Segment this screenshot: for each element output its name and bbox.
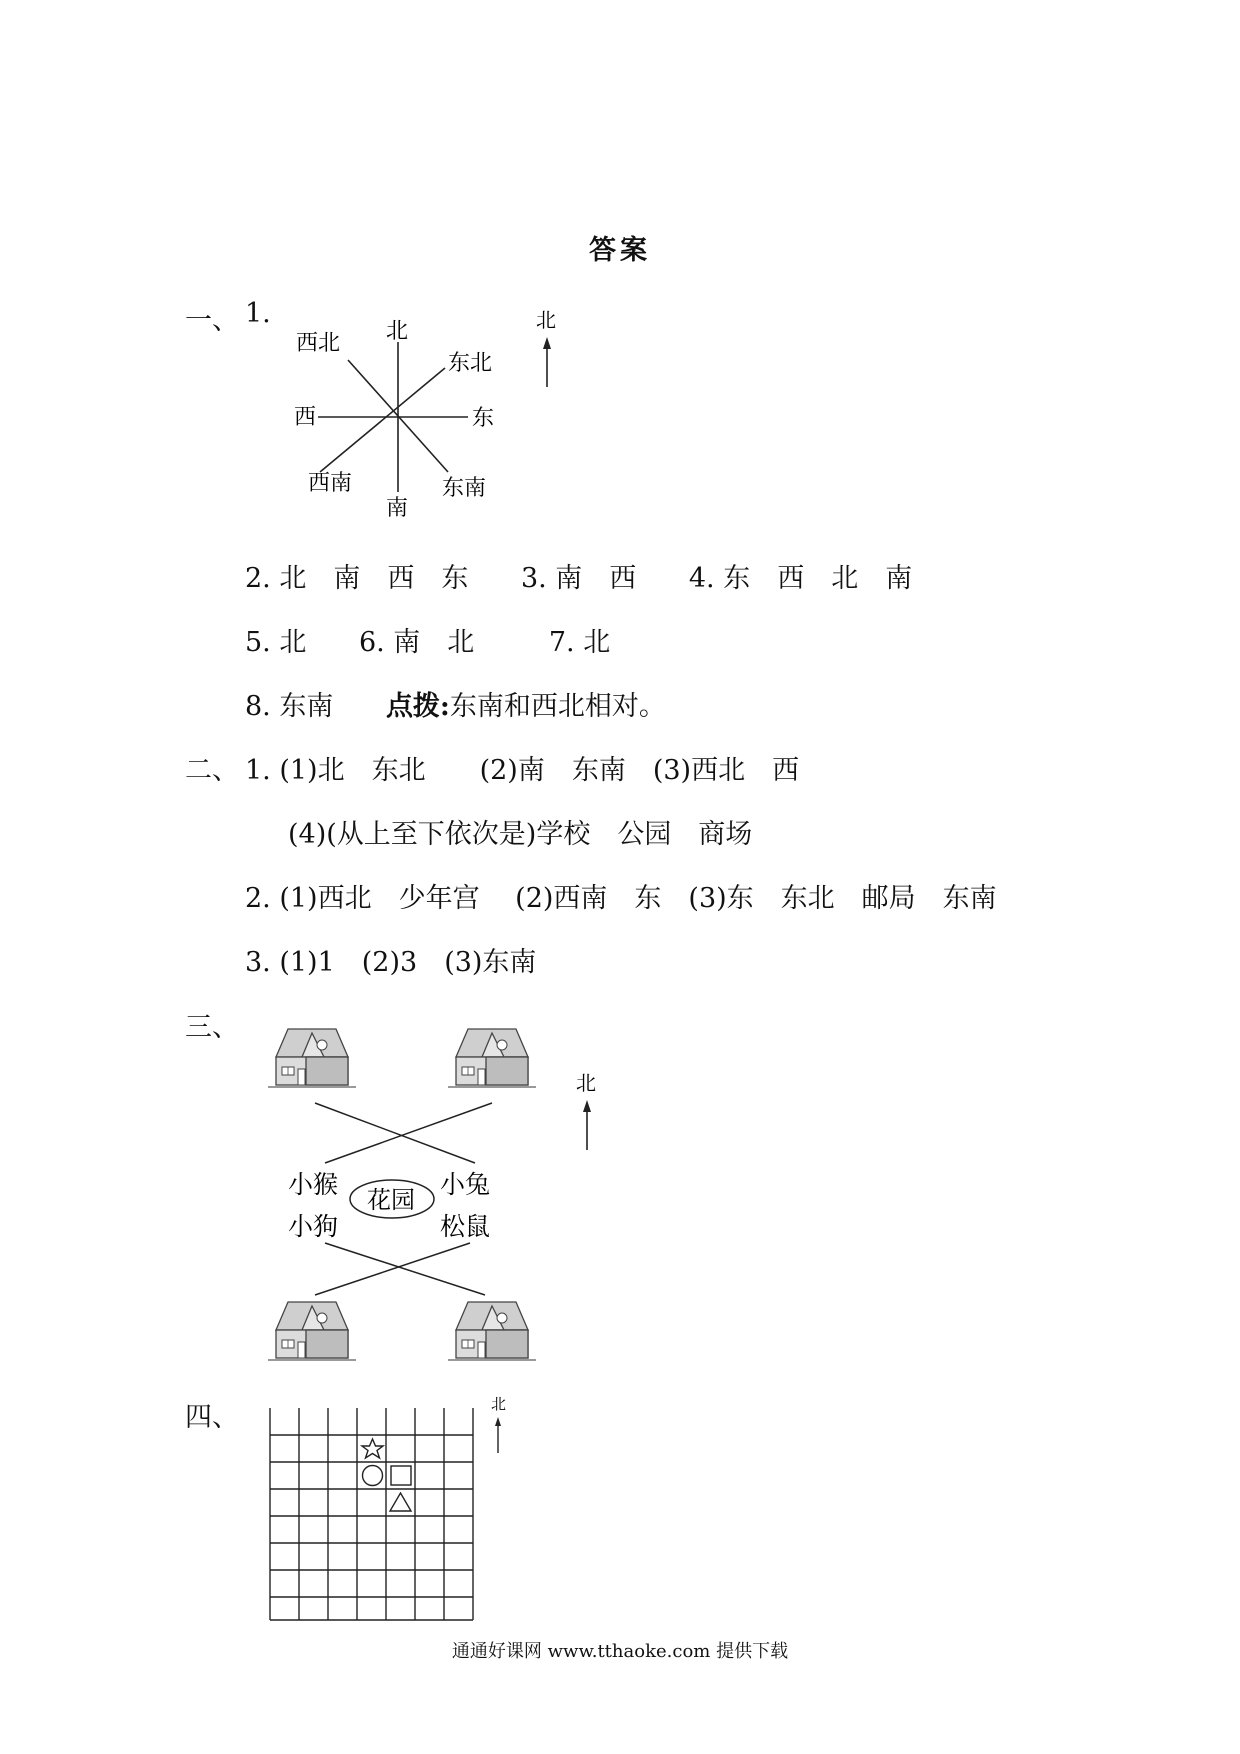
answer-q8: 8. 东南: [245, 691, 334, 722]
hint-text: 东南和西北相对。: [449, 691, 666, 722]
label-monkey: 小猴: [288, 1170, 339, 1199]
answer-q6: 6. 南 北: [358, 627, 475, 658]
north-arrow-4: [486, 1393, 516, 1455]
answer-q4: 4. 东 西 北 南: [688, 563, 913, 594]
answer-line-2: [245, 556, 912, 595]
compass-west: 西: [294, 405, 317, 430]
label-rabbit: 小兔: [440, 1170, 491, 1199]
label-dog: 小狗: [288, 1212, 339, 1241]
house-bottom-right: [448, 1302, 536, 1360]
section-2-marker: 二、: [185, 755, 239, 786]
north-arrow-label: 北: [536, 308, 556, 332]
compass-northwest: 西北: [296, 331, 341, 356]
match-line: [325, 1103, 492, 1163]
hint-label: 点拨:: [385, 691, 450, 722]
section-2-q1-line1: 1. (1)北 东北 (2)南 东南 (3)西北 西: [245, 755, 800, 786]
section-2-q1-line2: (4)(从上至下依次是)学校 公园 商场: [288, 819, 753, 850]
answer-line-4: [245, 684, 666, 723]
page-title: 答案: [589, 235, 651, 266]
arrow-up-icon: [583, 1100, 591, 1112]
section-1-marker: 一、: [185, 305, 239, 336]
label-squirrel: 松鼠: [440, 1212, 491, 1241]
house-top-left: [268, 1029, 356, 1087]
north-arrow-1: [530, 305, 570, 390]
answer-q5: 5. 北: [245, 627, 307, 658]
compass-south: 南: [386, 496, 409, 521]
compass-southwest: 西南: [308, 471, 353, 496]
match-line: [315, 1243, 470, 1295]
match-line: [315, 1103, 475, 1163]
position-grid: [268, 1398, 478, 1626]
compass-diagram: [290, 310, 530, 525]
answer-q3: 3. 南 西: [520, 563, 637, 594]
question-1-label: 1.: [245, 298, 271, 329]
match-line: [325, 1243, 485, 1295]
circle-icon: [363, 1466, 383, 1486]
section-2-q2: 2. (1)西北 少年宫 (2)西南 东 (3)东 东北 邮局 东南: [245, 883, 997, 914]
triangle-icon: [390, 1493, 411, 1511]
compass-north: 北: [386, 319, 409, 344]
house-top-right: [448, 1029, 536, 1087]
arrow-up-icon: [543, 337, 551, 349]
north-arrow-label: 北: [576, 1071, 596, 1095]
square-icon: [391, 1466, 411, 1485]
answer-q2: 2. 北 南 西 东: [245, 563, 469, 594]
house-matching-diagram: [260, 1015, 600, 1365]
answer-q7: 7. 北: [548, 627, 611, 658]
north-arrow-3: [570, 1068, 610, 1153]
compass-northeast: 东北: [448, 351, 493, 376]
compass-east: 东: [472, 406, 495, 431]
star-icon: [362, 1439, 383, 1458]
section-2-q3: 3. (1)1 (2)3 (3)东南: [245, 947, 537, 978]
section-4-marker: 四、: [185, 1402, 239, 1433]
section-3-marker: 三、: [185, 1012, 239, 1043]
answer-line-3: [245, 620, 610, 659]
compass-southeast: 东南: [442, 476, 487, 501]
arrow-up-icon: [495, 1417, 501, 1426]
north-arrow-label: 北: [491, 1395, 507, 1413]
house-bottom-left: [268, 1302, 356, 1360]
label-garden: 花园: [367, 1186, 415, 1214]
footer: 通通好课网 www.tthaoke.com 提供下载: [451, 1641, 789, 1662]
